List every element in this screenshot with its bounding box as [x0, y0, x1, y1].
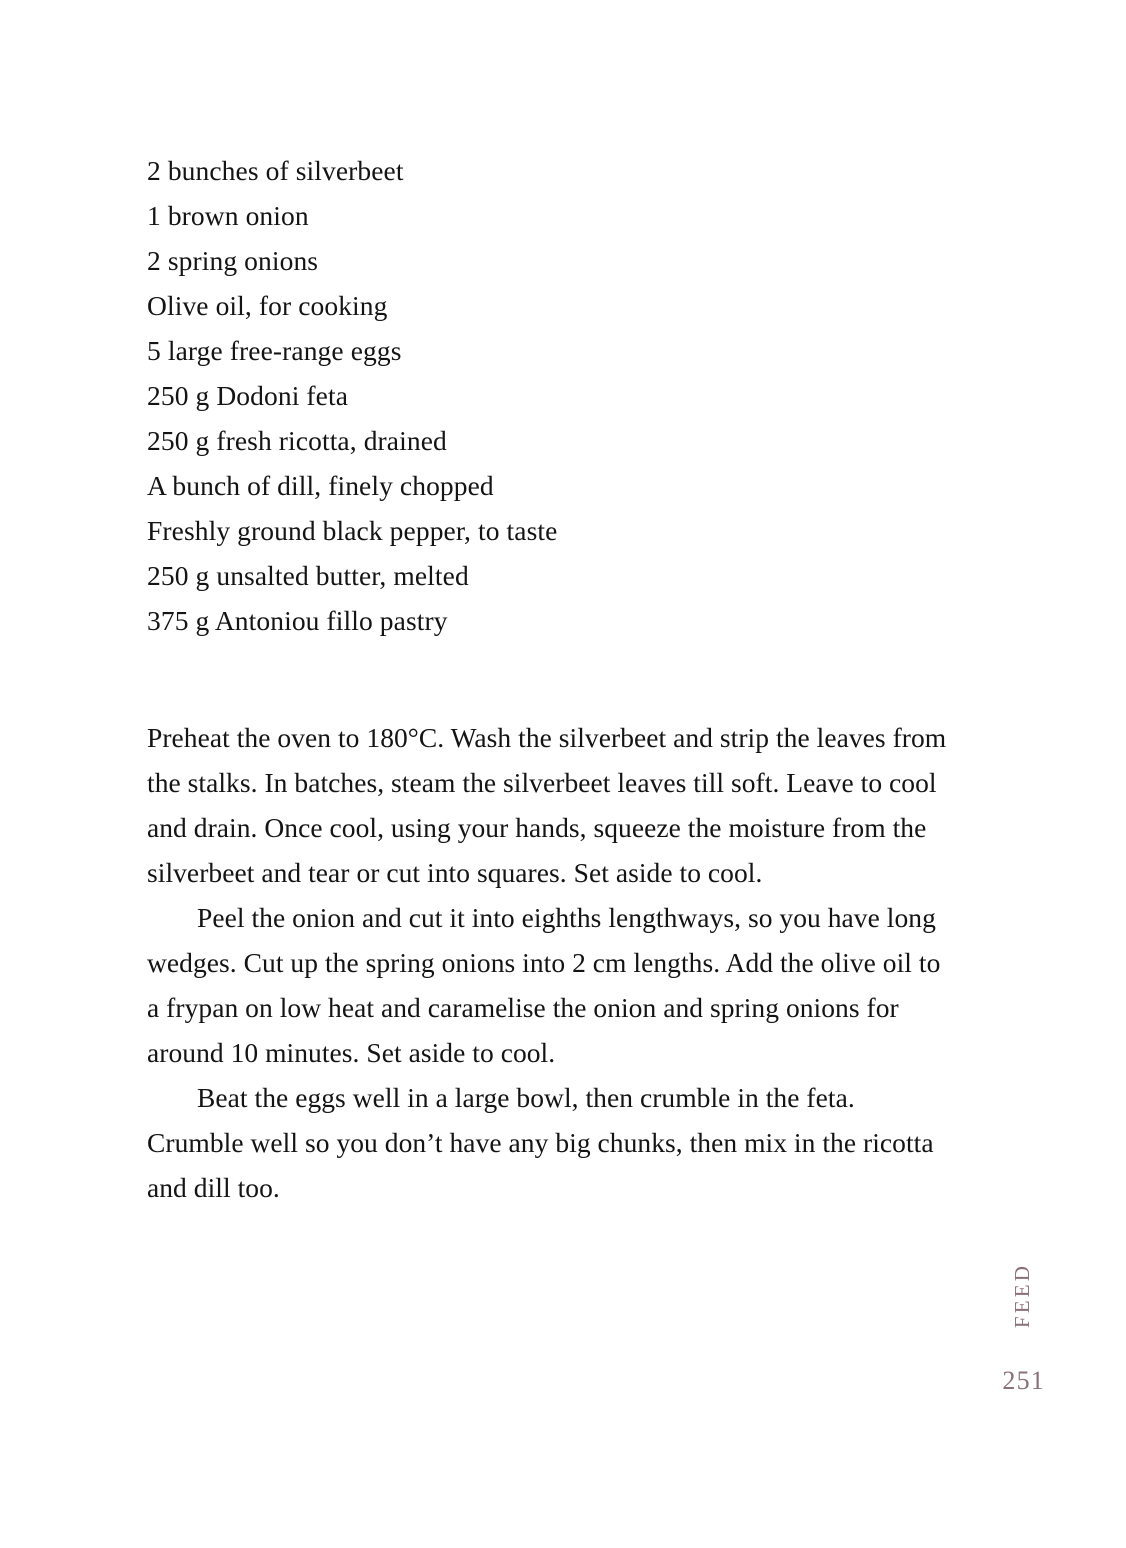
page-text-column — [147, 148, 947, 1210]
ingredient-item: 250 g fresh ricotta, drained — [147, 425, 447, 456]
page-number: 251 — [1002, 1366, 1045, 1395]
ingredient-item: Freshly ground black pepper, to taste — [147, 515, 558, 546]
ingredient-item: 250 g Dodoni feta — [147, 380, 349, 411]
method-paragraph: Peel the onion and cut it into eighths lengthways, so you have long wedges. Cut up the spring onions into 2 cm lengths. Add the olive oil to a frypan on low heat and caramelise the onion and spring onions for around 10 minutes. Set aside to cool. — [147, 902, 941, 1068]
running-head — [1008, 1255, 1038, 1335]
ingredient-item: 1 brown onion — [147, 200, 309, 231]
method-paragraph: Preheat the oven to 180°C. Wash the silverbeet and strip the leaves from the stalks. In batches, steam the silverbeet leaves till soft. Leave to cool and drain. Once cool, using your hands, squeeze the moisture from the silverbeet and tear or cut into squares. Set aside to cool. — [147, 722, 947, 888]
ingredient-item: 5 large free-range eggs — [147, 335, 402, 366]
ingredient-item: Olive oil, for cooking — [147, 290, 388, 321]
ingredient-item: 250 g unsalted butter, melted — [147, 560, 469, 591]
running-head-label: FEED — [1010, 1262, 1035, 1328]
method-section — [147, 715, 947, 1210]
method-paragraph: Beat the eggs well in a large bowl, then crumble in the feta. Crumble well so you don’t have any big chunks, then mix in the ricotta and dill too. — [147, 1082, 934, 1203]
ingredient-item: 2 bunches of silverbeet — [147, 155, 404, 186]
ingredient-item: A bunch of dill, finely chopped — [147, 470, 494, 501]
ingredients-list — [147, 148, 947, 643]
ingredient-item: 2 spring onions — [147, 245, 319, 276]
ingredient-item: 375 g Antoniou fillo pastry — [147, 605, 448, 636]
